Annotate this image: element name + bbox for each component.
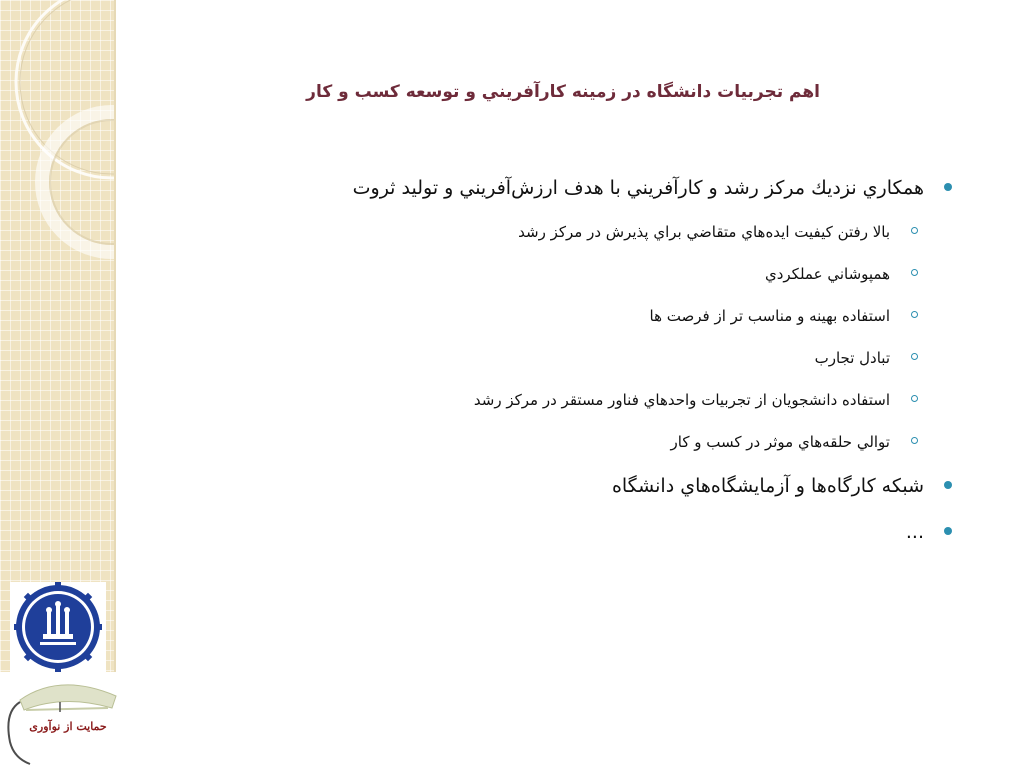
bullet-dot-icon [944, 183, 952, 191]
bullet-ring-icon [911, 311, 918, 318]
side-divider [114, 0, 116, 672]
bullet-dot-icon [944, 527, 952, 535]
bullet-text: شبكه كارگاه‌ها و آزمايشگاه‌هاي دانشگاه [611, 475, 924, 497]
list-item [256, 512, 956, 558]
sub-bullet-text: استفاده دانشجويان از تجربيات واحدهاي فناور مستقر در مركز رشد [473, 391, 890, 409]
list-item [256, 168, 956, 214]
bullet-dot-icon [944, 481, 952, 489]
bullet-list [256, 168, 956, 558]
sub-list-item [256, 382, 956, 424]
sub-list-item [256, 298, 956, 340]
bullet-text: ... [905, 521, 924, 543]
decorative-circles [0, 0, 114, 672]
bullet-ring-icon [911, 227, 918, 234]
sub-list-item [256, 256, 956, 298]
sub-bullet-text: تبادل تجارب [814, 349, 890, 367]
slide-title: اهم تجربيات دانشگاه در زمينه كارآفريني و توسعه كسب و كار [306, 82, 820, 102]
sub-bullet-text: بالا رفتن كيفيت ايده‌هاي متقاضي براي پذيرش در مركز رشد [518, 223, 890, 241]
bullet-ring-icon [911, 437, 918, 444]
bullet-text: همكاري نزديك مركز رشد و كارآفريني با هدف ارزش‌آفريني و توليد ثروت [352, 177, 924, 199]
sub-bullet-text: استفاده بهينه و مناسب تر از فرصت ها [649, 307, 890, 325]
sub-list-item [256, 214, 956, 256]
decorative-side-panel [0, 0, 114, 672]
bullet-ring-icon [911, 353, 918, 360]
bullet-ring-icon [911, 395, 918, 402]
sub-bullet-text: همپوشاني عملكردي [764, 265, 890, 283]
university-seal-icon [10, 582, 106, 672]
sub-list-item [256, 424, 956, 466]
list-item [256, 466, 956, 512]
bullet-ring-icon [911, 269, 918, 276]
sub-bullet-text: توالي حلقه‌هاي موثر در كسب و كار [670, 433, 890, 451]
logo-caption: حمایت از نوآوری [29, 720, 107, 733]
sub-list-item [256, 340, 956, 382]
